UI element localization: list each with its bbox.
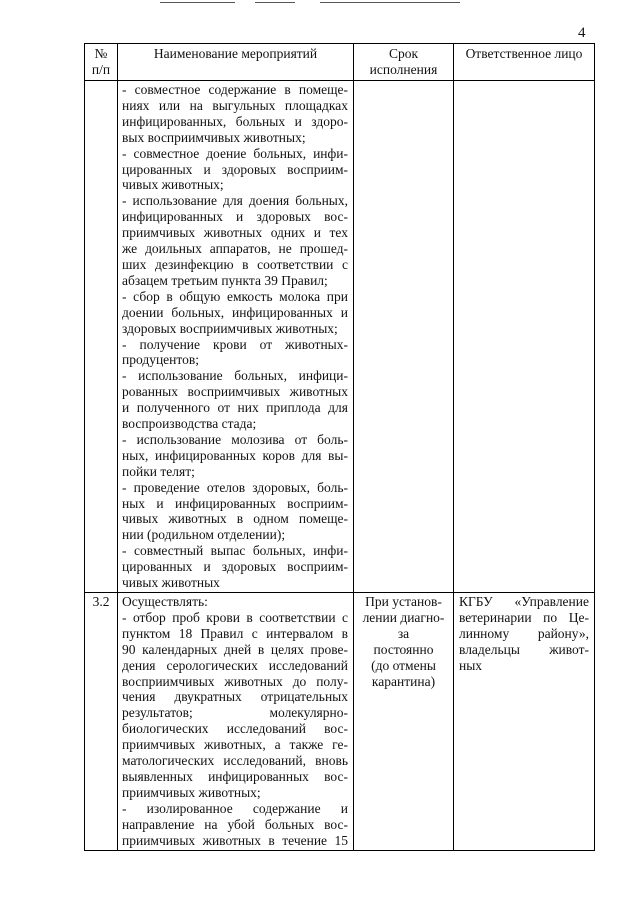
text-line: 90 календарных дней в целях прове-: [122, 641, 348, 657]
text-line: биологических исследований вос-: [122, 721, 348, 737]
text-line: чения двукратных отрицательных: [122, 689, 348, 705]
text-line: владельцы живот-: [459, 641, 589, 657]
header-name: Наименование мероприятий: [118, 44, 354, 81]
page-number: 4: [578, 25, 586, 41]
text-line: же доильных аппаратов, не прошед-: [122, 241, 348, 257]
text-line: - совместное содержание в помеще-: [122, 82, 348, 97]
text-line: вых восприимчивых животных;: [122, 129, 306, 145]
responsible-cell: [454, 593, 595, 851]
text-line: матологических исследований, вновь: [122, 753, 348, 769]
text-line: приимчивых животных, а также ге-: [122, 737, 348, 753]
text-line: результатов; молекулярно-: [122, 705, 348, 721]
text-line: Осуществлять:: [122, 594, 208, 609]
text-line: абзацем третьим пункта 39 Правил;: [122, 272, 328, 288]
text-line: - совместный выпас больных, инфи-: [122, 543, 348, 559]
header-num: № п/п: [85, 44, 118, 81]
text-line: нии (родильном отделении);: [122, 527, 286, 543]
text-line: КГБУ «Управление: [459, 594, 589, 609]
text-line: - использование больных, инфици-: [122, 368, 348, 384]
table-row: [85, 593, 595, 851]
text-line: - получение крови от животных-: [122, 336, 348, 352]
text-line: приимчивых животных одних и тех: [122, 225, 348, 241]
row-number: 3.2: [85, 593, 118, 851]
text-line: - изолированное содержание и: [122, 800, 348, 816]
text-line: - сбор в общую емкость молока при: [122, 288, 348, 304]
text-line: цированных и здоровых восприим-: [122, 161, 348, 177]
text-line: При установ-: [365, 594, 442, 609]
measures-text-cell: [118, 81, 354, 593]
text-line: рованных восприимчивых животных: [122, 384, 348, 400]
text-line: ных: [459, 657, 483, 673]
text-line: воспроизводства стада;: [122, 416, 257, 432]
text-line: ниях или на выгульных площадках: [122, 97, 348, 113]
text-line: постоянно: [373, 641, 434, 657]
text-line: - проведение отелов здоровых, боль-: [122, 479, 348, 495]
text-line: ных, инфицированных коров для вы-: [122, 447, 348, 463]
term-cell: [354, 593, 454, 851]
header-term: Срок исполнения: [354, 44, 454, 81]
text-line: доении больных, инфицированных и: [122, 304, 348, 320]
text-line: выявленных инфицированных вос-: [122, 768, 348, 784]
text-line: - использование молозива от боль-: [122, 431, 348, 447]
row-number: [85, 81, 118, 593]
text-line: дения серологических исследований: [122, 657, 348, 673]
text-line: ветеринарии по Це-: [459, 609, 589, 625]
text-line: цированных и здоровых восприим-: [122, 559, 348, 575]
text-line: приимчивых животных;: [122, 784, 261, 800]
term-cell: [354, 81, 454, 593]
text-line: ных и инфицированных восприим-: [122, 495, 348, 511]
text-line: инфицированных, больных и здоро-: [122, 113, 348, 129]
text-line: чивых животных: [122, 575, 220, 591]
text-line: и полученного от них приплода для: [122, 400, 348, 416]
table-header-row: [85, 44, 595, 81]
text-line: - использование для доения больных,: [122, 193, 348, 209]
text-line: чивых животных;: [122, 177, 224, 193]
text-line: чивых животных в одном помеще-: [122, 511, 348, 527]
header-responsible: Ответственное лицо: [454, 44, 595, 81]
measures-table: [84, 43, 595, 851]
text-line: продуцентов;: [122, 352, 199, 368]
text-line: - отбор проб крови в соответствии с: [122, 609, 348, 625]
text-line: (до отмены: [371, 657, 436, 673]
text-line: линному району»,: [459, 625, 589, 641]
text-line: - совместное доение больных, инфи-: [122, 145, 348, 161]
text-line: пунктом 18 Правил с интервалом в: [122, 625, 348, 641]
top-scan-marks: [160, 0, 480, 8]
measures-text-cell: [118, 593, 354, 851]
text-line: инфицированных и здоровых вос-: [122, 209, 348, 225]
text-line: за: [397, 625, 410, 641]
text-line: восприимчивых животных до полу-: [122, 673, 348, 689]
text-line: приимчивых животных в течение 15: [122, 832, 348, 848]
responsible-cell: [454, 81, 595, 593]
text-line: карантина): [371, 673, 436, 689]
text-line: направление на убой больных вос-: [122, 816, 348, 832]
table-row: [85, 81, 595, 593]
text-line: лении диагно-: [362, 609, 445, 625]
text-line: пойки телят;: [122, 463, 195, 479]
text-line: здоровых восприимчивых животных;: [122, 320, 338, 336]
text-line: ших дезинфекцию в соответствии с: [122, 256, 348, 272]
